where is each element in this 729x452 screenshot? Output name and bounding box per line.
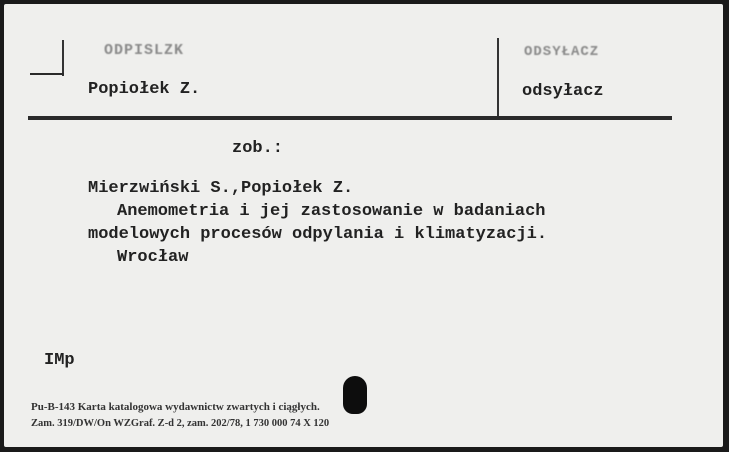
footer-line-1: Pu-B-143 Karta katalogowa wydawnictw zwartych i ciągłych. bbox=[31, 401, 320, 413]
entry-authors: Mierzwiński S.,Popiołek Z. bbox=[88, 179, 354, 198]
entry-title-line-2: modelowych procesów odpylania i klimatyzacji. bbox=[88, 225, 548, 244]
corner-vertical-line bbox=[62, 40, 64, 76]
footer-line-2: Zam. 319/DW/On WZGraf. Z-d 2, zam. 202/78, 1 730 000 74 X 120 bbox=[31, 418, 330, 429]
entry-title-line-1: Anemometria i jej zastosowanie w badaniach bbox=[117, 202, 546, 221]
header-faded-right: ODSYŁACZ bbox=[524, 44, 600, 60]
see-reference-label: zob.: bbox=[232, 139, 284, 158]
library-code: IMp bbox=[44, 351, 75, 370]
catalog-card bbox=[4, 4, 723, 447]
author-name: Popiołek Z. bbox=[88, 80, 201, 99]
corner-horizontal-line bbox=[30, 73, 64, 75]
punch-hole bbox=[343, 376, 367, 414]
header-faded-left: ODPISLZK bbox=[104, 42, 185, 59]
header-divider bbox=[497, 38, 499, 116]
header-rule bbox=[28, 116, 672, 120]
card-type-label: odsyłacz bbox=[522, 82, 604, 101]
entry-place: Wrocław bbox=[117, 248, 189, 267]
